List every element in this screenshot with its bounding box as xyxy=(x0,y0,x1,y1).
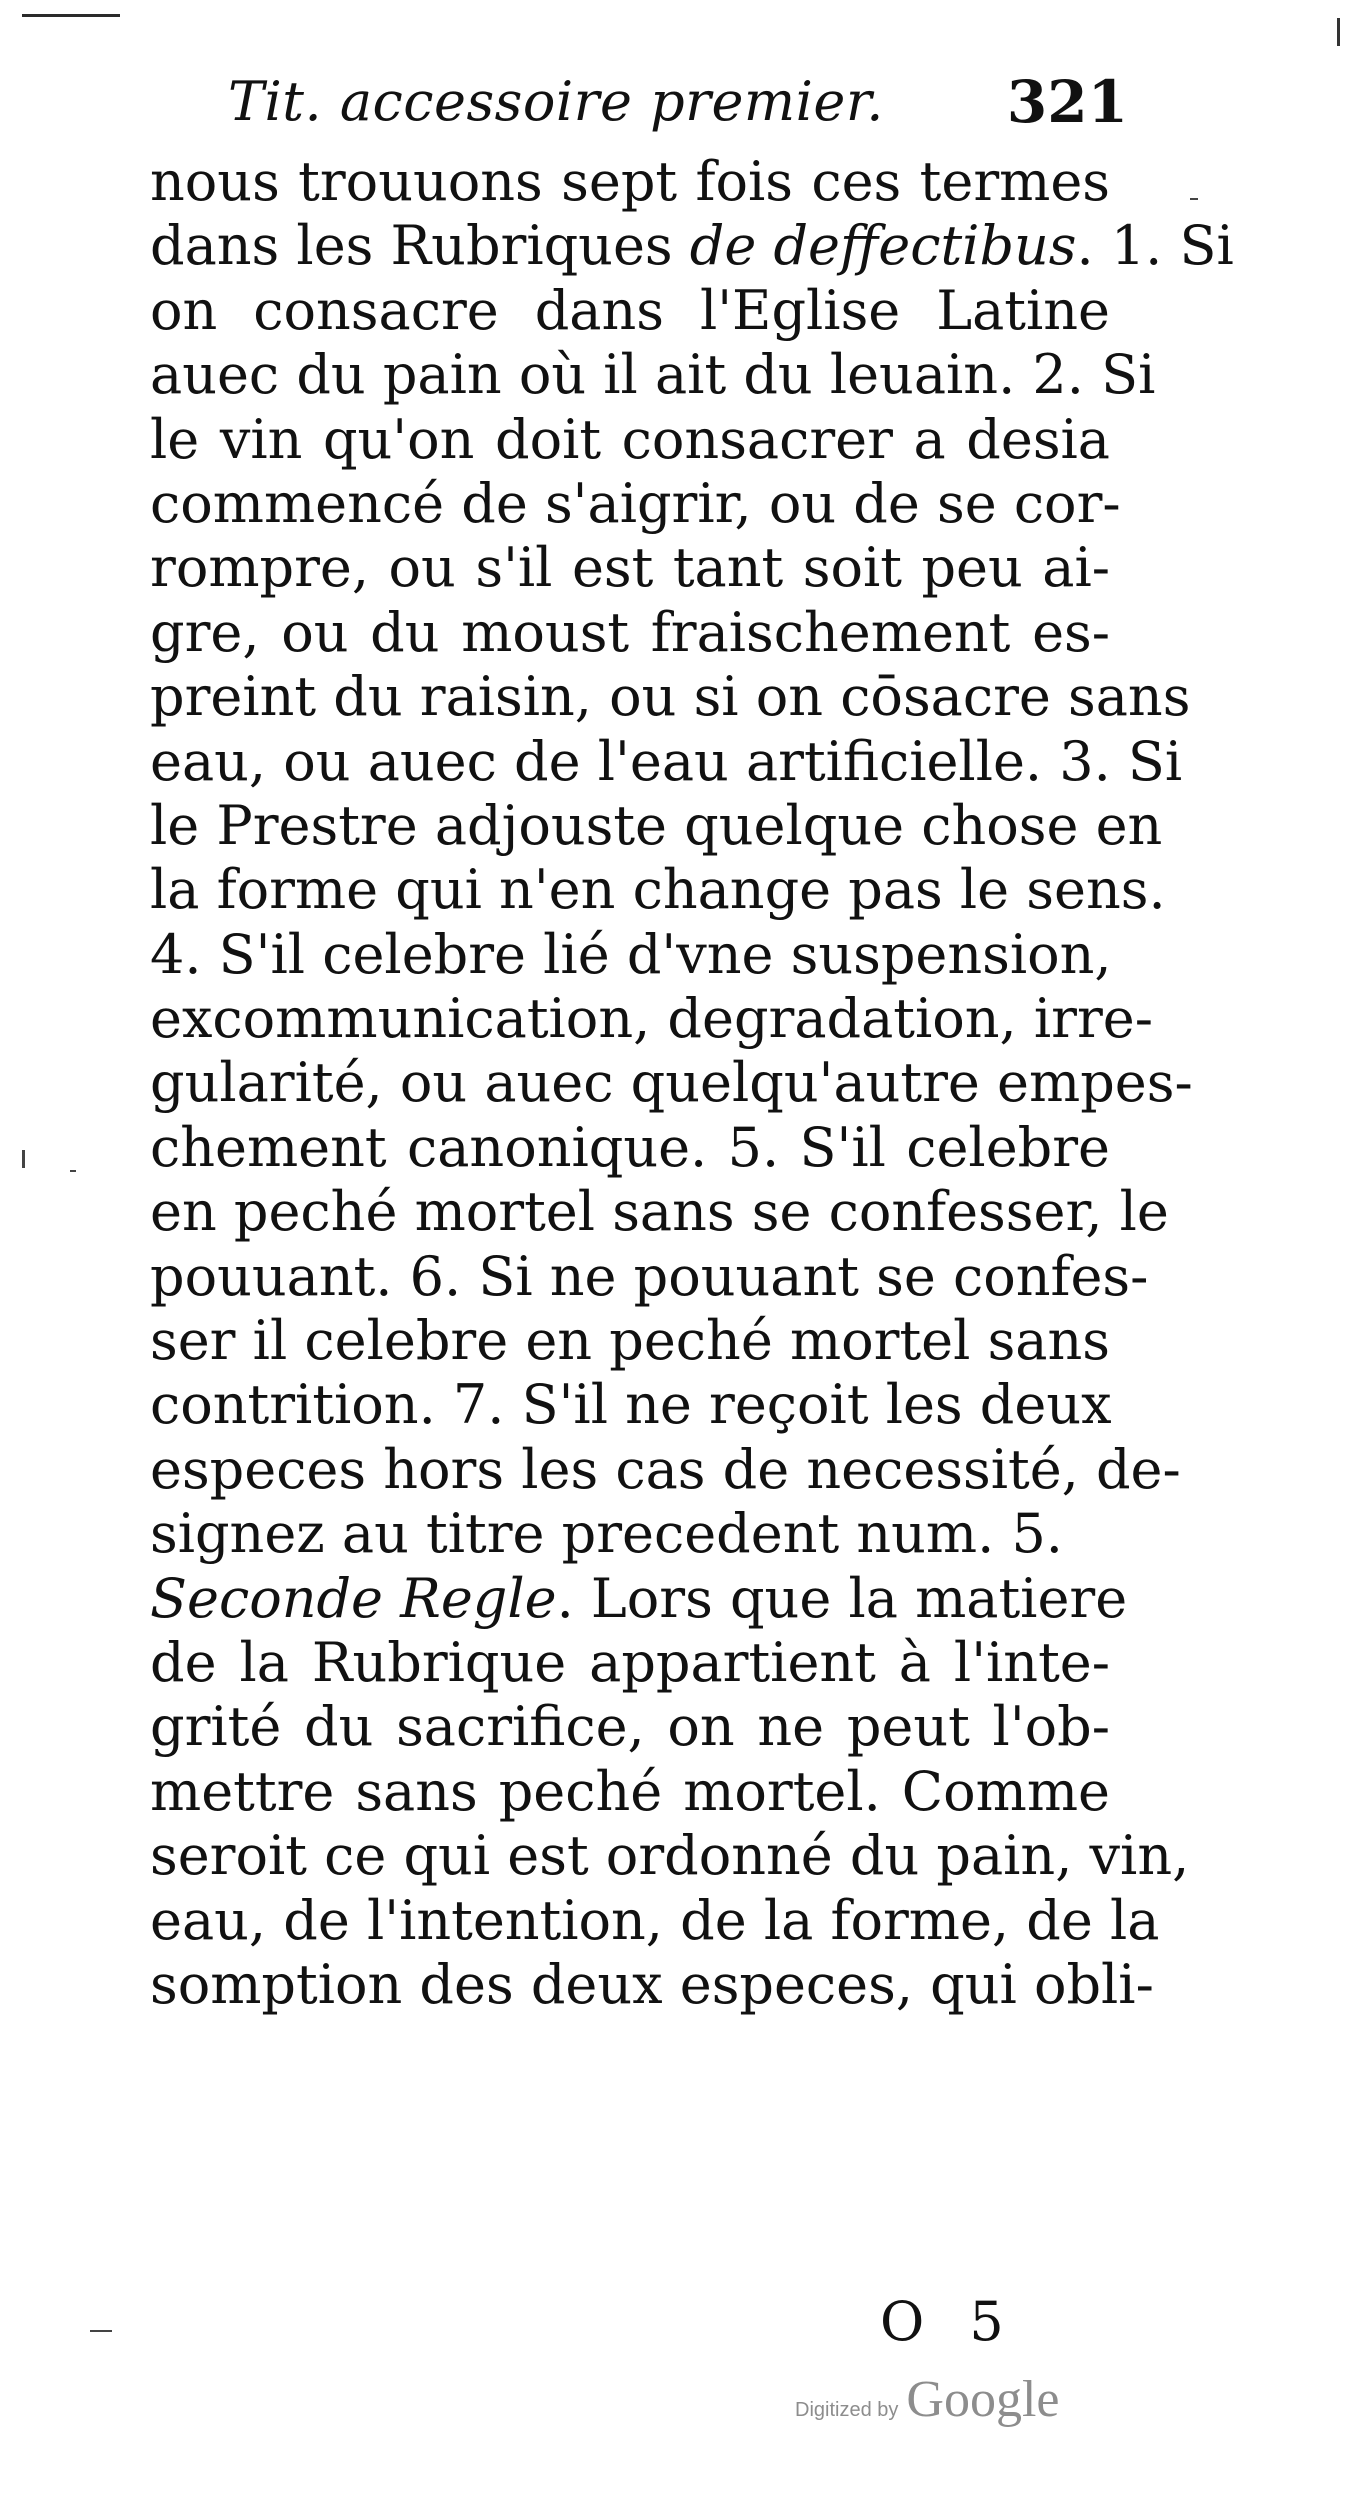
text-line xyxy=(150,1309,1110,1373)
text-run: excommunication, degradation, irre- xyxy=(150,987,1153,1051)
text-run: la forme qui n'en change pas le sens. xyxy=(150,858,1166,922)
page-header xyxy=(228,70,1128,150)
text-line xyxy=(150,923,1110,987)
text-line xyxy=(150,214,1234,278)
text-run: en peché mortel sans se confesser, le xyxy=(150,1180,1169,1244)
text-run: le Prestre adjouste quelque chose en xyxy=(150,793,1163,857)
text-run: 4. S'il celebre lié d'vne suspension, xyxy=(150,922,1112,986)
text-line xyxy=(150,408,1110,472)
margin-mark xyxy=(90,2330,112,2332)
text-run: rompre, ou s'il est tant soit peu ai- xyxy=(150,536,1110,600)
text-run: auec du pain où il ait du leuain. 2. Si xyxy=(150,343,1156,407)
text-run: preint du raisin, ou si on cōsacre sans xyxy=(150,665,1191,729)
text-run: commencé de s'aigrir, ou de se cor- xyxy=(150,471,1121,535)
text-run: nous trouuons sept fois ces termes xyxy=(150,150,1110,213)
text-run: le vin qu'on doit consacrer a desia xyxy=(150,407,1110,471)
watermark-prefix: Digitized by xyxy=(795,2399,899,2421)
text-line xyxy=(150,1116,1110,1180)
text-line xyxy=(150,1502,1110,1566)
text-line xyxy=(150,1566,1128,1631)
text-line xyxy=(150,1952,1154,2017)
text-run: dans les Rubriques xyxy=(150,214,690,278)
page-number: 321 xyxy=(1006,68,1128,136)
text-line xyxy=(150,665,1191,729)
text-run: mettre sans peché mortel. Comme xyxy=(150,1759,1110,1823)
text-line xyxy=(150,343,1156,407)
text-run: on consacre dans l'Eglise Latine xyxy=(150,278,1110,342)
text-run: gularité, ou auec quelqu'autre empes- xyxy=(150,1051,1193,1115)
watermark-brand: Google xyxy=(906,2371,1060,2428)
text-run: seroit ce qui est ordonné du pain, vin, xyxy=(150,1824,1190,1888)
text-line xyxy=(150,1631,1110,1695)
text-line xyxy=(150,601,1110,665)
body-text xyxy=(150,150,1234,2017)
text-run: grité du sacrifice, on ne peut l'ob- xyxy=(150,1695,1110,1759)
text-line xyxy=(150,471,1121,536)
text-line xyxy=(150,858,1166,922)
text-run: eau, ou auec de l'eau artificielle. 3. Si xyxy=(150,729,1183,793)
text-line xyxy=(150,793,1163,858)
text-line xyxy=(150,1373,1110,1437)
text-line xyxy=(150,1437,1181,1502)
text-run: gre, ou du moust fraischement es- xyxy=(150,600,1110,664)
text-line xyxy=(150,150,1110,214)
text-line xyxy=(150,1051,1193,1115)
text-run: eau, de l'intention, de la forme, de la xyxy=(150,1888,1160,1952)
text-line xyxy=(150,279,1110,343)
top-rule xyxy=(22,14,120,17)
text-run: signez au titre precedent num. 5. xyxy=(150,1502,1063,1566)
text-line xyxy=(150,1824,1190,1888)
text-run: . Lors que la matiere xyxy=(556,1566,1128,1630)
text-run: . 1. Si xyxy=(1076,214,1234,278)
text-line xyxy=(150,1244,1149,1309)
text-run: especes hors les cas de necessité, de- xyxy=(150,1437,1181,1501)
margin-mark xyxy=(22,1150,25,1168)
edge-mark xyxy=(1337,18,1340,46)
text-line xyxy=(150,536,1110,600)
italic-text: Seconde Regle xyxy=(150,1566,557,1630)
watermark xyxy=(795,2370,1059,2429)
text-run: ser il celebre en peché mortel sans xyxy=(150,1309,1110,1373)
text-line xyxy=(150,1695,1110,1759)
margin-mark xyxy=(1190,198,1198,200)
text-line xyxy=(150,1760,1110,1824)
italic-text: de deffectibus xyxy=(689,214,1077,278)
text-line xyxy=(150,729,1183,794)
text-line xyxy=(150,987,1153,1051)
text-line xyxy=(150,1180,1169,1244)
text-run: chement canonique. 5. S'il celebre xyxy=(150,1115,1110,1179)
text-line xyxy=(150,1888,1160,1953)
text-run: contrition. 7. S'il ne reçoit les deux xyxy=(150,1373,1112,1437)
text-run: somption des deux especes, qui obli- xyxy=(150,1952,1154,2016)
running-title: Tit. accessoire premier. xyxy=(228,70,884,133)
text-run: de la Rubrique appartient à l'inte- xyxy=(150,1630,1110,1694)
signature-mark: O 5 xyxy=(880,2290,1018,2353)
text-run: pouuant. 6. Si ne pouuant se confes- xyxy=(150,1244,1149,1308)
margin-mark xyxy=(70,1170,76,1172)
